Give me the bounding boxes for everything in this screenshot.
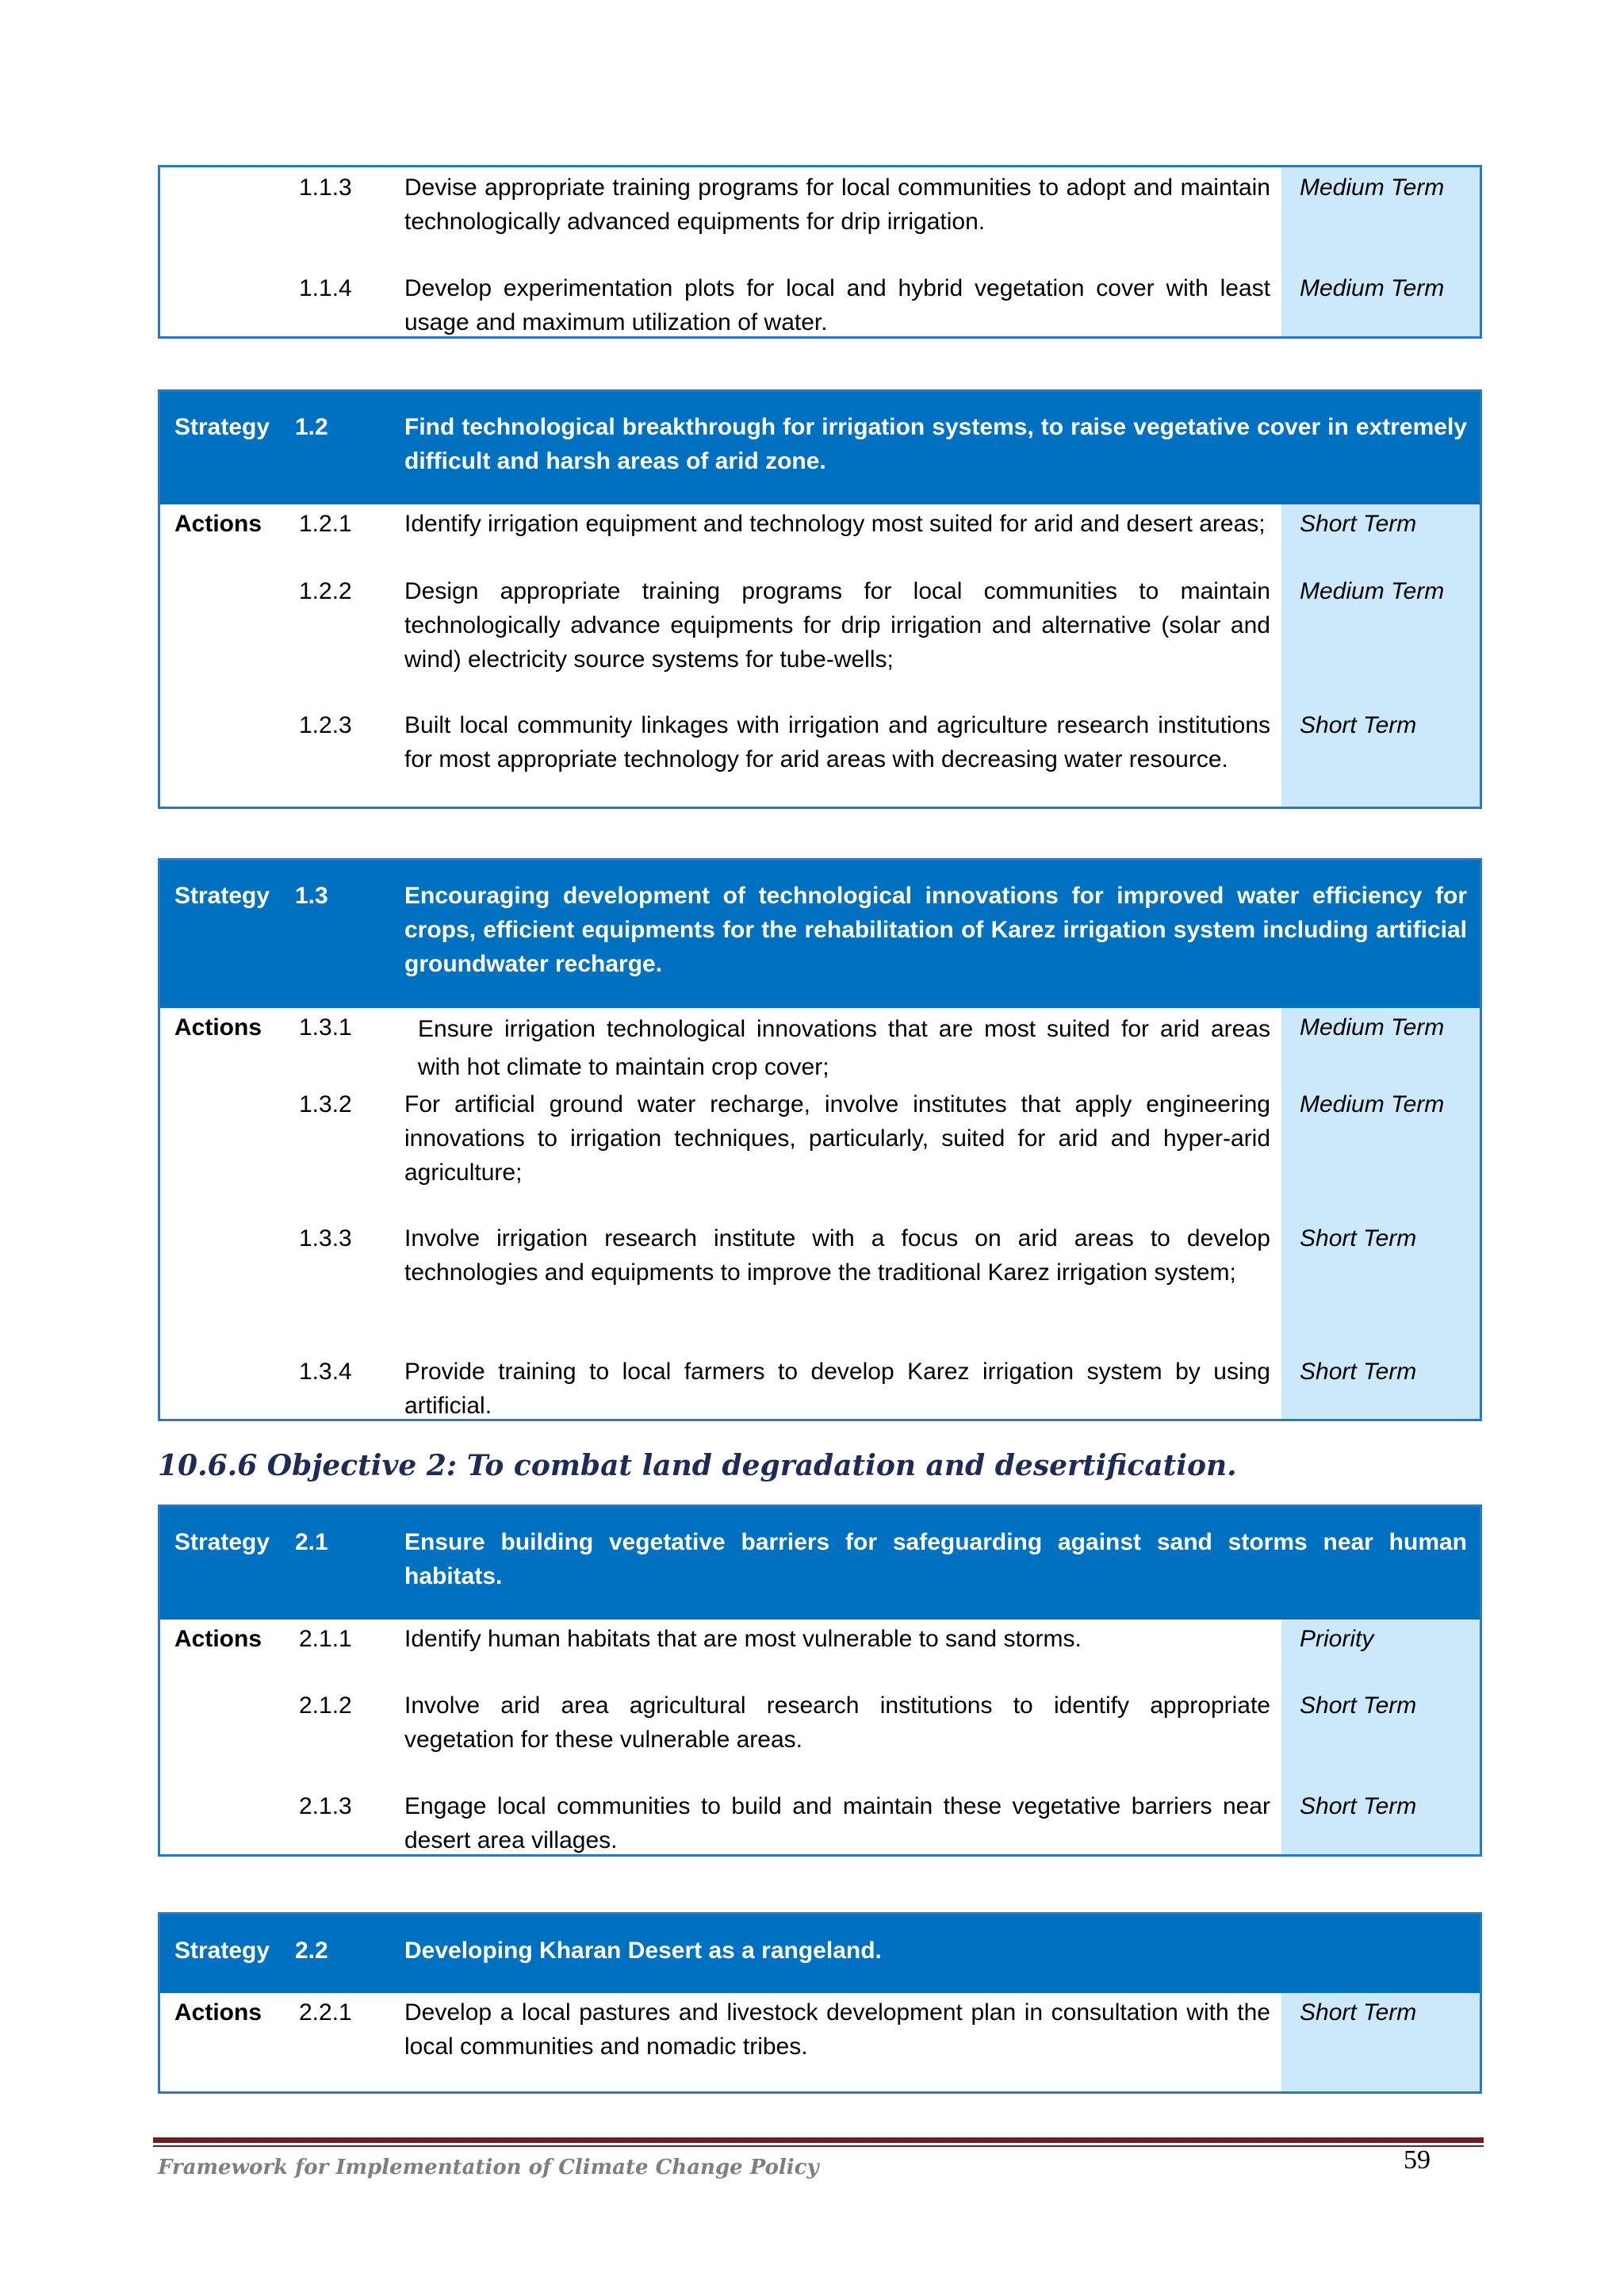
action-number: 1.3.4 <box>299 1359 352 1385</box>
action-term: Medium Term <box>1300 578 1445 604</box>
action-number: 1.1.3 <box>299 174 352 201</box>
action-text: Involve arid area agricultural research institutions to identify appropriate vegetation for these vulnerable areas. <box>404 1692 1270 1753</box>
action-text: Identify human habitats that are most vulnerable to sand storms. <box>404 1626 1082 1652</box>
actions-label: Actions <box>174 1999 262 2026</box>
strategy-number: 2.2 <box>295 1938 328 1964</box>
action-term: Short Term <box>1300 1359 1417 1385</box>
action-number: 2.1.3 <box>299 1793 352 1819</box>
action-text: Involve irrigation research institute with a focus on arid areas to develop technologies and equipments to improve the traditional Karez irrigation system; <box>404 1225 1270 1286</box>
action-number: 1.3.2 <box>299 1091 352 1117</box>
actions-label: Actions <box>174 511 262 537</box>
strategy-header <box>160 392 1480 504</box>
action-term: Short Term <box>1300 1225 1417 1251</box>
strategy-title: Find technological breakthrough for irrigation systems, to raise vegetative cover in extremely difficult and harsh areas of arid zone. <box>404 414 1467 474</box>
strategy-number: 1.2 <box>295 414 328 440</box>
action-text: Develop experimentation plots for local and hybrid vegetation cover with least usage and maximum utilization of water. <box>404 275 1270 335</box>
strategy-table <box>158 1504 1482 1857</box>
strategy-number: 2.1 <box>295 1529 328 1555</box>
actions-label: Actions <box>174 1626 262 1652</box>
strategy-label: Strategy <box>174 1529 270 1555</box>
action-term: Medium Term <box>1300 275 1445 301</box>
strategy-label: Strategy <box>174 414 270 440</box>
strategy-label: Strategy <box>174 883 270 909</box>
footer-rule <box>153 2137 1484 2143</box>
action-term: Short Term <box>1300 1999 1417 2026</box>
action-term: Short Term <box>1300 1793 1417 1819</box>
action-text: Identify irrigation equipment and technology most suited for arid and desert areas; <box>404 511 1266 537</box>
action-text: Develop a local pastures and livestock development plan in consultation with the local communities and nomadic tribes. <box>404 1999 1270 2060</box>
action-number: 2.2.1 <box>299 1999 352 2026</box>
page-number: 59 <box>1404 2145 1431 2175</box>
action-number: 1.1.4 <box>299 275 352 301</box>
action-number: 1.2.1 <box>299 511 352 537</box>
action-text: For artificial ground water recharge, involve institutes that apply engineering innovations to irrigation techniques, particularly, suited for arid and hyper-arid agriculture; <box>404 1091 1270 1186</box>
action-term: Medium Term <box>1300 1091 1445 1117</box>
strategy-title: Encouraging development of technological innovations for improved water efficiency for crops, efficient equipments for the rehabilitation of Karez irrigation system including artificial groundwater recharge. <box>404 883 1467 977</box>
strategy-table <box>158 858 1482 1421</box>
action-term: Short Term <box>1300 712 1417 738</box>
action-number: 1.2.2 <box>299 578 352 604</box>
action-text: Provide training to local farmers to develop Karez irrigation system by using artificial. <box>404 1359 1270 1419</box>
action-term: Medium Term <box>1300 174 1445 201</box>
strategy-title: Developing Kharan Desert as a rangeland. <box>404 1938 882 1964</box>
action-number: 2.1.1 <box>299 1626 352 1652</box>
continuation-table <box>158 165 1482 339</box>
action-text: Ensure irrigation technological innovations that are most suited for arid areas with hot climate to maintain crop cover; <box>418 1016 1270 1080</box>
strategy-table <box>158 389 1482 809</box>
objective-heading: 10.6.6 Objective 2: To combat land degradation and desertification. <box>158 1449 1237 1482</box>
footer-rule-thin <box>153 2145 1484 2147</box>
term-column <box>1281 504 1480 807</box>
strategy-table <box>158 1912 1482 2094</box>
action-number: 1.2.3 <box>299 712 352 738</box>
strategy-header <box>160 1507 1480 1619</box>
action-term: Medium Term <box>1300 1014 1445 1041</box>
strategy-label: Strategy <box>174 1938 270 1964</box>
action-text: Built local community linkages with irrigation and agriculture research institutions for most appropriate technology for arid areas with decreasing water resource. <box>404 712 1270 772</box>
action-term: Priority <box>1300 1626 1374 1652</box>
action-term: Short Term <box>1300 1692 1417 1719</box>
action-text: Engage local communities to build and maintain these vegetative barriers near desert area villages. <box>404 1793 1270 1853</box>
action-text: Devise appropriate training programs for local communities to adopt and maintain technologically advanced equipments for drip irrigation. <box>404 174 1270 235</box>
action-number: 1.3.3 <box>299 1225 352 1251</box>
action-number: 1.3.1 <box>299 1014 352 1041</box>
strategy-number: 1.3 <box>295 883 328 909</box>
footer-title: Framework for Implementation of Climate Change Policy <box>158 2156 819 2179</box>
action-term: Short Term <box>1300 511 1417 537</box>
action-number: 2.1.2 <box>299 1692 352 1719</box>
strategy-title: Ensure building vegetative barriers for safeguarding against sand storms near human habitats. <box>404 1529 1467 1589</box>
actions-label: Actions <box>174 1014 262 1041</box>
strategy-header <box>160 1915 1480 1993</box>
strategy-header <box>160 861 1480 1008</box>
action-text: Design appropriate training programs for local communities to maintain technologically advance equipments for drip irrigation and alternative (solar and wind) electricity source systems for tube-wells; <box>404 578 1270 673</box>
